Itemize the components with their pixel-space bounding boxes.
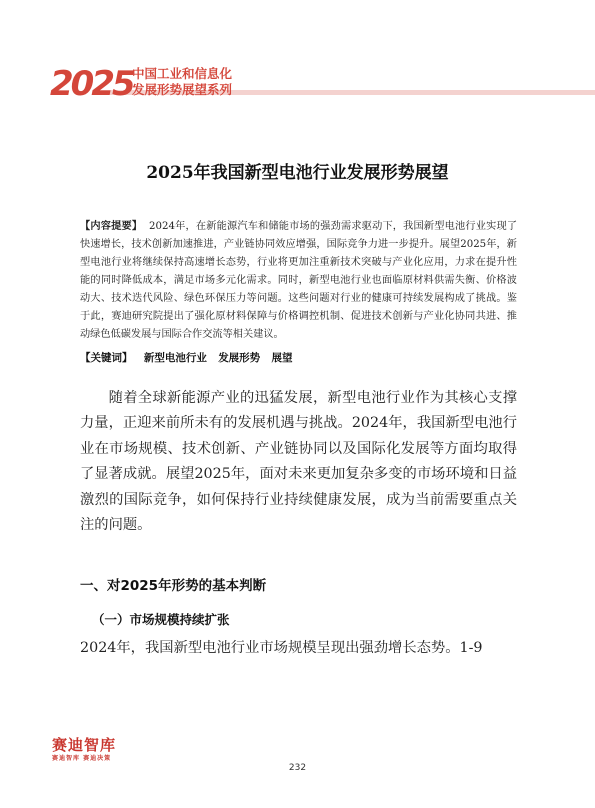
- abstract-text: 2024年，在新能源汽车和储能市场的强劲需求驱动下，我国新型电池行业实现了快速增长，技术创新加速推进，产业链协同效应增强，国际竞争力进一步提升。展望2025年，新型电池行业将继续保持高速增长态势，行业将更加注重新技术突破与产业化应用，力求在提升性能的同时降低成本，满足市场多元化需求。同时，新型电池行业也面临原材料供需失衡、价格波动大、技术迭代风险、绿色环保压力等问题。这些问题对行业的健康可持续发展构成了挑战。鉴于此，赛迪研究院提出了强化原材料保障与价格调控机制、促进技术创新与产业化协同共进、推动绿色低碳发展与国际合作交流等相关建议。: [80, 221, 518, 340]
- keyword-item: 发展形势: [218, 352, 261, 364]
- series-title-line1: 中国工业和信息化: [132, 66, 233, 81]
- abstract-label: 【内容提要】: [80, 221, 143, 232]
- series-logo-2025: 2025: [50, 64, 133, 104]
- abstract: [80, 218, 517, 344]
- series-title: [132, 66, 232, 98]
- keywords: [80, 350, 293, 365]
- section-heading: 一、对2025年形势的基本判断: [80, 578, 267, 594]
- keyword-item: 新型电池行业: [143, 352, 207, 364]
- keyword-item: 展望: [271, 352, 293, 364]
- ccid-slogan: 赛迪智库 赛迪决策: [52, 755, 112, 762]
- series-title-line2: 发展形势展望系列: [132, 82, 233, 97]
- page-header: [0, 60, 595, 106]
- ccid-logo: 赛迪智库: [52, 736, 117, 754]
- document-title: 2025年我国新型电池行业发展形势展望: [146, 163, 449, 183]
- intro-paragraph: 随着全球新能源产业的迅猛发展，新型电池行业作为其核心支撑力量，正迎来前所未有的发展机遇与挑战。2024年，我国新型电池行业在市场规模、技术创新、产业链协同以及国际化发展等方面均取得了显著成就。展望2025年，面对未来更加复杂多变的市场环境和日益激烈的国际竞争，如何保持行业持续健康发展，成为当前需要重点关注的问题。: [80, 390, 517, 534]
- subsection-heading: （一）市场规模持续扩张: [92, 612, 230, 627]
- page-number: 232: [288, 763, 307, 773]
- subsection-paragraph: 2024年，我国新型电池行业市场规模呈现出强劲增长态势。1-9: [80, 640, 483, 656]
- keywords-label: 【关键词】: [80, 352, 133, 364]
